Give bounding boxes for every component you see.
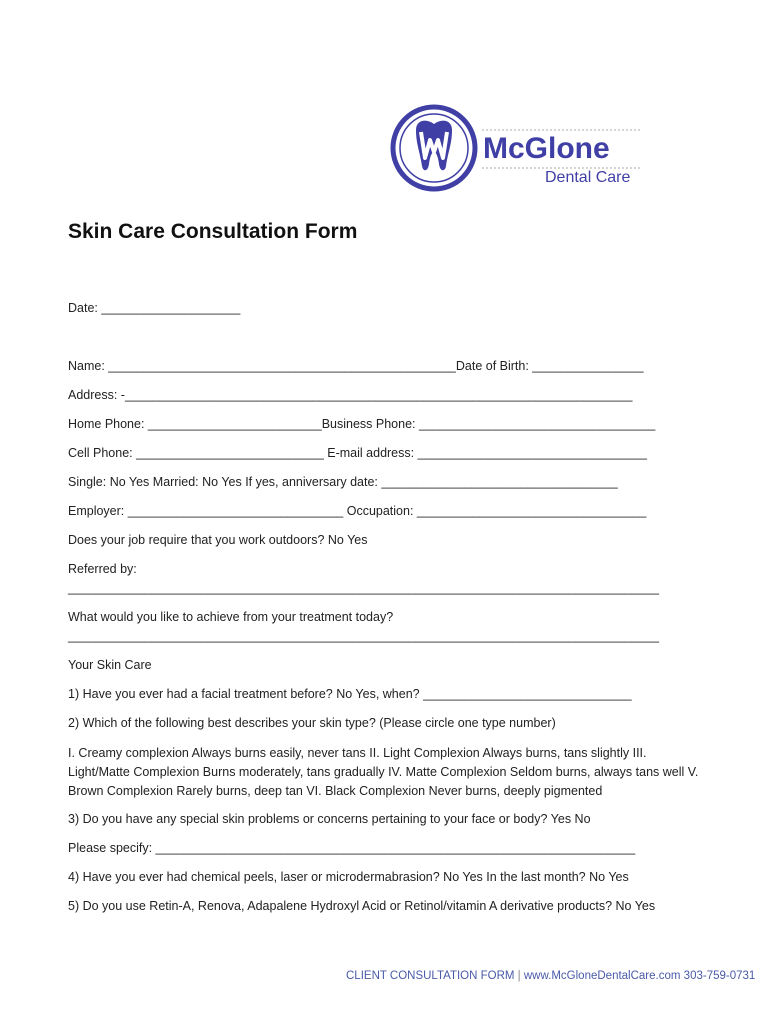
footer-label: CLIENT CONSULTATION FORM [346,970,515,982]
footer-phone: 303-759-0731 [683,970,756,982]
cell-email-fields[interactable]: Cell Phone: ___________________________ E-mail address: _________________________________ [68,446,647,460]
referred-blank[interactable]: _____________________________________________________________________________________ [68,581,659,595]
name-dob-field[interactable]: Name: __________________________________________________Date of Birth: ________________ [68,359,644,373]
referred-label: Referred by: [68,562,137,576]
address-field[interactable]: Address: -_________________________________________________________________________ [68,388,633,402]
question-2: 2) Which of the following best describes your skin type? (Please circle one type number) [68,716,556,730]
question-3[interactable]: 3) Do you have any special skin problems or concerns pertaining to your face or body? Yes No [68,812,591,826]
mcglone-logo [390,100,650,196]
date-field[interactable]: Date: ____________________ [68,301,241,315]
question-5[interactable]: 5) Do you use Retin-A, Renova, Adapalene Hydroxyl Acid or Retinol/vitamin A derivative products? No Yes [68,899,656,913]
employer-occupation-field[interactable]: Employer: _______________________________ Occupation: _________________________________ [68,504,647,518]
footer-separator: | [517,970,521,982]
achieve-blank[interactable]: _____________________________________________________________________________________ [68,629,659,643]
question-4[interactable]: 4) Have you ever had chemical peels, laser or microdermabrasion? No Yes In the last month? No Yes [68,870,629,884]
phone-fields[interactable]: Home Phone: _________________________Business Phone: __________________________________ [68,417,656,431]
achieve-question: What would you like to achieve from your treatment today? [68,610,394,624]
page-title: Skin Care Consultation Form [68,220,358,243]
skin-care-heading: Your Skin Care [68,658,152,672]
specify-field[interactable]: Please specify: _____________________________________________________________________ [68,841,636,855]
skin-type-options[interactable]: I. Creamy complexion Always burns easily, never tans II. Light Complexion Always burns, tans slightly III. Light/Matte Complexion Burns moderately, tans gradually IV. Matte Complexion Seldom burns, always tans well V. Brown Complexion Rarely burns, deep tan VI. Black Complexion Never burns, deeply pigmented [68,746,699,798]
footer-website[interactable]: www.McGloneDentalCare.com [523,970,681,982]
footer [346,970,755,982]
question-1[interactable]: 1) Have you ever had a facial treatment before? No Yes, when? ______________________________ [68,687,632,701]
marital-status-field[interactable]: Single: No Yes Married: No Yes If yes, anniversary date: __________________________________ [68,475,618,489]
brand-name: McGlone [483,132,610,165]
brand-subtitle: Dental Care [545,169,631,186]
outdoors-question[interactable]: Does your job require that you work outdoors? No Yes [68,533,368,547]
